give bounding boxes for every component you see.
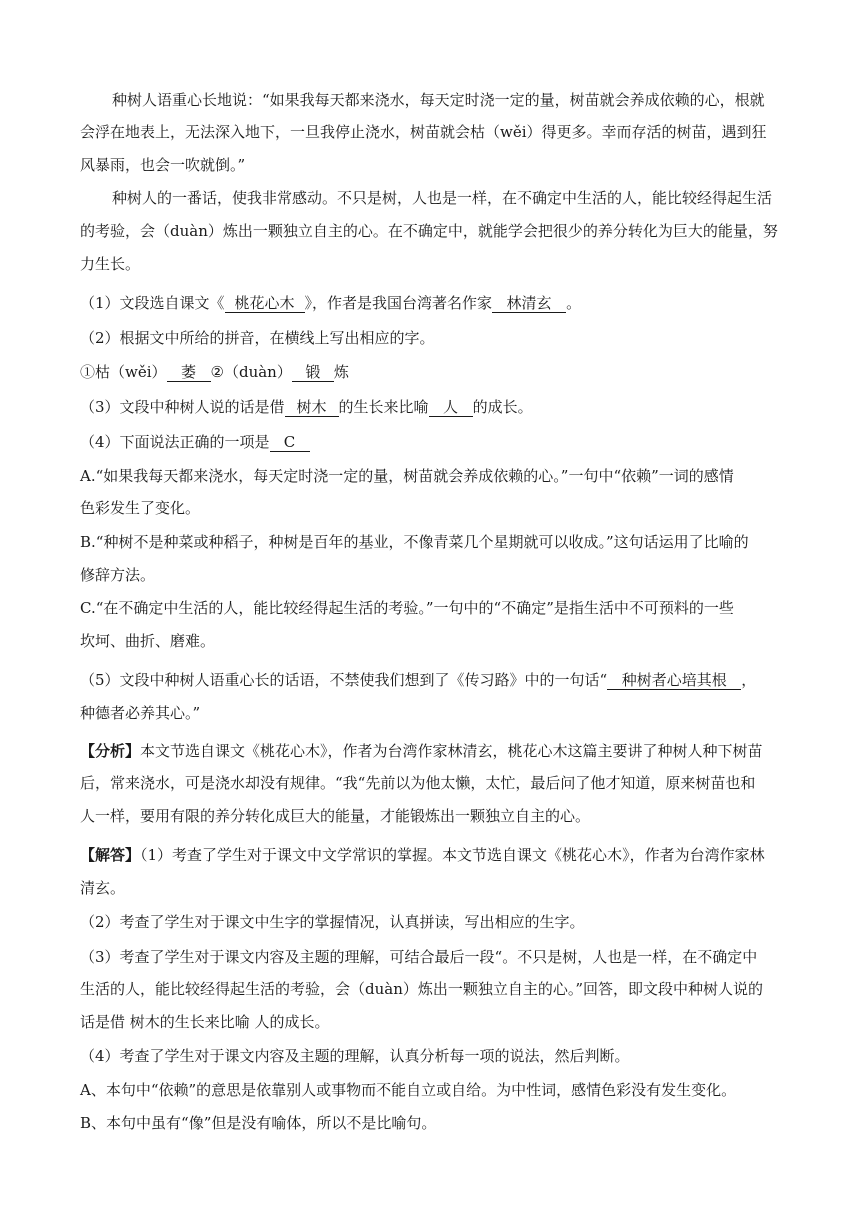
passage-line: 种树人语重心长地说：“如果我每天都来浇水，每天定时浇一定的量，树苗就会养成依赖的心，根就 (112, 91, 765, 109)
option-a: A.“如果我每天都来浇水，每天定时浇一定的量，树苗就会养成依赖的心。”一句中“依赖”一词的感情 (80, 467, 734, 485)
passage-line: 种树人的一番话，使我非常感动。不只是树，人也是一样，在不确定中生活的人，能比较经得起生活 (112, 189, 773, 207)
answer-line: （2）考查了学生对于课文中生字的掌握情况，认真拼读，写出相应的生字。 (80, 913, 585, 931)
answer-line: 话是借 树木的生长来比喻 人的成长。 (80, 1013, 330, 1031)
answer-blank: 锻 (292, 363, 334, 382)
analysis-tag: 【分析】 (80, 742, 141, 760)
answer-blank: C (270, 433, 310, 452)
answer-section: 【解答】（1）考查了学生对于课文中文学常识的掌握。本文节选自课文《桃花心木》，作者为台湾作家林 (80, 846, 765, 864)
answer-line: 清玄。 (80, 879, 126, 897)
question-2: （2）根据文中所给的拼音，在横线上写出相应的字。 (80, 329, 435, 347)
answer-blank: 萎 (167, 363, 211, 382)
option-c: C.“在不确定中生活的人，能比较经得起生活的考验。”一句中的“不确定”是指生活中不可预料的一些 (80, 599, 734, 617)
question-2-answers: ①枯（wěi） 萎 ②（duàn） 锻 炼 (80, 363, 349, 381)
question-1: （1）文段选自课文《 桃花心木 》，作者是我国台湾著名作家 林清玄 。 (80, 294, 582, 312)
option-a: 色彩发生了变化。 (80, 499, 201, 517)
option-b: 修辞方法。 (80, 566, 156, 584)
question-5: 种德者必养其心。” (80, 704, 201, 722)
question-4: （4）下面说法正确的一项是 C (80, 432, 310, 452)
answer-line: （3）考查了学生对于课文内容及主题的理解，可结合最后一段“。不只是树，人也是一样，在不确定中 (80, 948, 758, 966)
answer-tag: 【解答】 (80, 846, 141, 864)
answer-blank: 种树者心培其根 (607, 671, 741, 690)
passage-line: 会浮在地表上，无法深入地下，一旦我停止浇水，树苗就会枯（wěi）得更多。幸而存活的树苗，遇到狂 (80, 123, 767, 141)
answer-line: （4）考查了学生对于课文内容及主题的理解，认真分析每一项的说法，然后判断。 (80, 1047, 630, 1065)
analysis-line: 后，常来浇水，可是浇水却没有规律。“我“先前以为他太懒，太忙，最后问了他才知道，原来树苗也和 (80, 774, 756, 792)
answer-blank: 桃花心木 (225, 294, 305, 313)
analysis-line: 人一样，要用有限的养分转化成巨大的能量，才能锻炼出一颗独立自主的心。 (80, 807, 591, 825)
answer-line: B、本句中虽有“像”但是没有喻体，所以不是比喻句。 (80, 1114, 437, 1132)
answer-line: A、本句中“依赖”的意思是依靠别人或事物而不能自立或自给。为中性词，感情色彩没有发生变化。 (80, 1081, 737, 1099)
passage-line: 风暴雨，也会一吹就倒。” (80, 156, 246, 174)
answer-blank: 树木 (285, 398, 339, 417)
option-b: B.“种树不是种菜或种稻子，种树是百年的基业，不像青菜几个星期就可以收成。”这句话运用了比喻的 (80, 533, 749, 551)
option-c: 坎坷、曲折、磨难。 (80, 632, 216, 650)
question-5: （5）文段中种树人语重心长的话语，不禁使我们想到了《传习路》中的一句话“ 种树者心培其根 ， (80, 671, 757, 689)
question-3: （3）文段中种树人说的话是借 树木 的生长来比喻 人 的成长。 (80, 398, 533, 416)
answer-blank: 林清玄 (492, 294, 566, 313)
analysis-section: 【分析】本文节选自课文《桃花心木》，作者为台湾作家林清玄，桃花心木这篇主要讲了种树人种下树苗 (80, 742, 763, 760)
answer-line: 生活的人，能比较经得起生活的考验，会（duàn）炼出一颗独立自主的心。”回答，即文段中种树人说的 (80, 980, 764, 998)
passage-line: 的考验，会（duàn）炼出一颗独立自主的心。在不确定中，就能学会把很少的养分转化为巨大的能量，努 (80, 222, 778, 240)
answer-blank: 人 (429, 398, 473, 417)
passage-line: 力生长。 (80, 255, 141, 273)
